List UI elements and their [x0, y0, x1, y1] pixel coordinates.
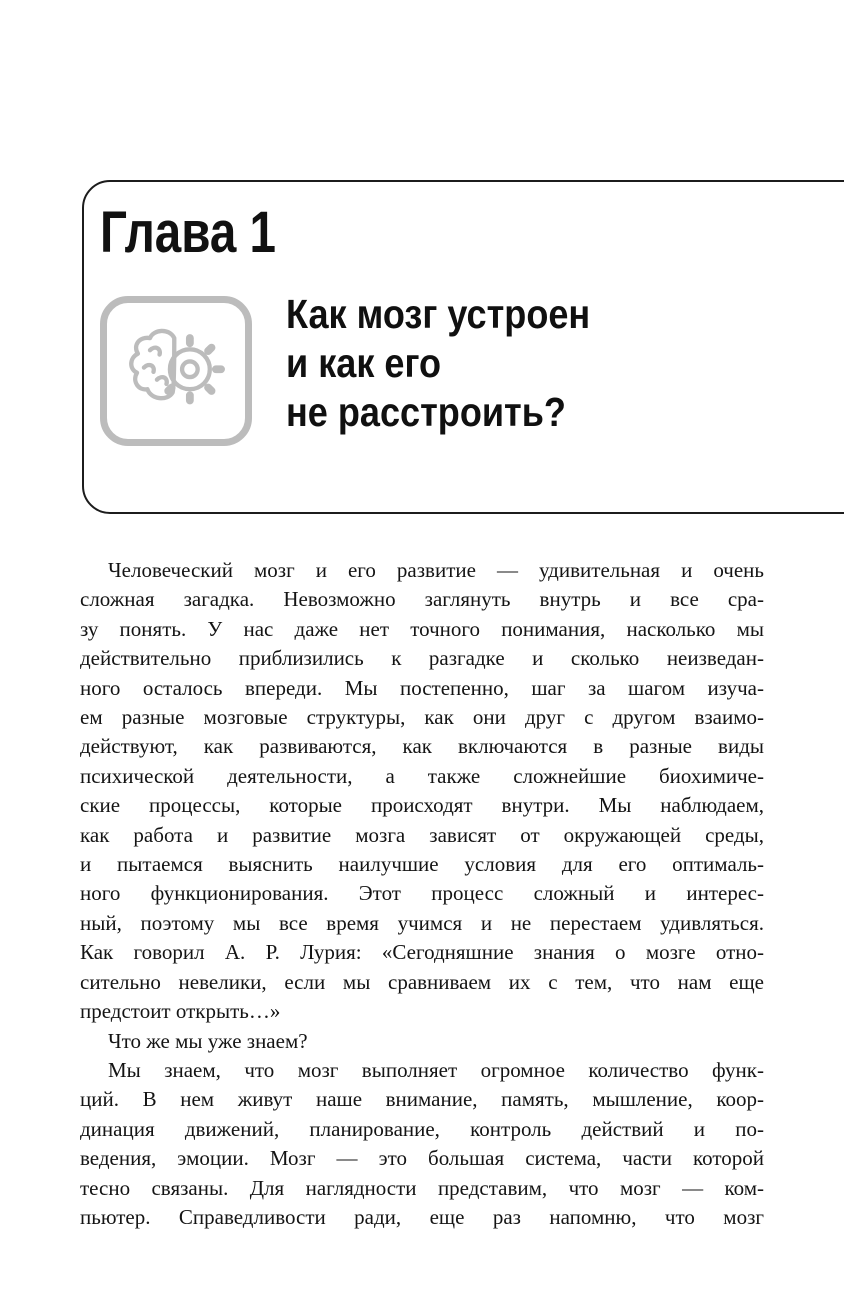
chapter-title-line: и как его	[286, 340, 442, 386]
chapter-title	[286, 290, 590, 437]
text-line: ный, поэтому мы все время учимся и не перестаем удивляться.	[80, 910, 764, 935]
text-line: Мы знаем, что мозг выполняет огромное количество функ-	[108, 1057, 764, 1082]
text-line: сительно невелики, если мы сравниваем их с тем, что нам еще	[80, 969, 764, 994]
paragraph	[80, 1056, 764, 1232]
paragraph	[80, 1027, 764, 1056]
text-line: ций. В нем живут наше внимание, память, мышление, коор-	[80, 1087, 764, 1112]
chapter-title-line: не расстроить?	[286, 389, 566, 435]
text-line: Как говорил А. Р. Лурия: «Сегодняшние знания о мозге отно-	[80, 940, 764, 965]
text-line: ем разные мозговые структуры, как они друг с другом взаимо-	[80, 705, 764, 730]
text-line: действительно приблизились к разгадке и сколько неизведан-	[80, 646, 764, 671]
text-line: динация движений, планирование, контроль действий и по-	[80, 1116, 764, 1141]
text-line: ного осталось впереди. Мы постепенно, шаг за шагом изуча-	[80, 675, 764, 700]
chapter-header-box	[82, 180, 844, 514]
body-text	[80, 556, 764, 1232]
chapter-row	[100, 291, 844, 446]
text-line: пьютер. Справедливости ради, еще раз напомню, что мозг	[80, 1204, 764, 1229]
text-line: предстоит открыть…»	[80, 999, 281, 1024]
text-line: и пытаемся выяснить наилучшие условия для его оптималь-	[80, 852, 764, 877]
text-line: ного функционирования. Этот процесс сложный и интерес-	[80, 881, 764, 906]
text-line: зу понять. У нас даже нет точного понимания, насколько мы	[80, 616, 764, 641]
text-line: ведения, эмоции. Мозг — это большая система, части которой	[80, 1146, 764, 1171]
text-line: Человеческий мозг и его развитие — удивительная и очень	[108, 558, 764, 582]
text-line: сложная загадка. Невозможно заглянуть внутрь и все сра-	[80, 587, 764, 612]
paragraph	[80, 556, 764, 1027]
chapter-label: Глава 1	[100, 200, 276, 265]
chapter-title-line: Как мозг устроен	[286, 291, 591, 337]
text-line: ские процессы, которые происходят внутри. Мы наблюдаем,	[80, 793, 764, 818]
text-line: как работа и развитие мозга зависят от окружающей среды,	[80, 822, 764, 847]
brain-gear-icon	[100, 296, 252, 446]
text-line: тесно связаны. Для наглядности представим, что мозг — ком-	[80, 1175, 764, 1200]
text-line: психической деятельности, а также сложнейшие биохимиче-	[80, 763, 764, 788]
text-line: действуют, как развиваются, как включаются в разные виды	[80, 734, 764, 759]
text-line: Что же мы уже знаем?	[108, 1028, 308, 1053]
